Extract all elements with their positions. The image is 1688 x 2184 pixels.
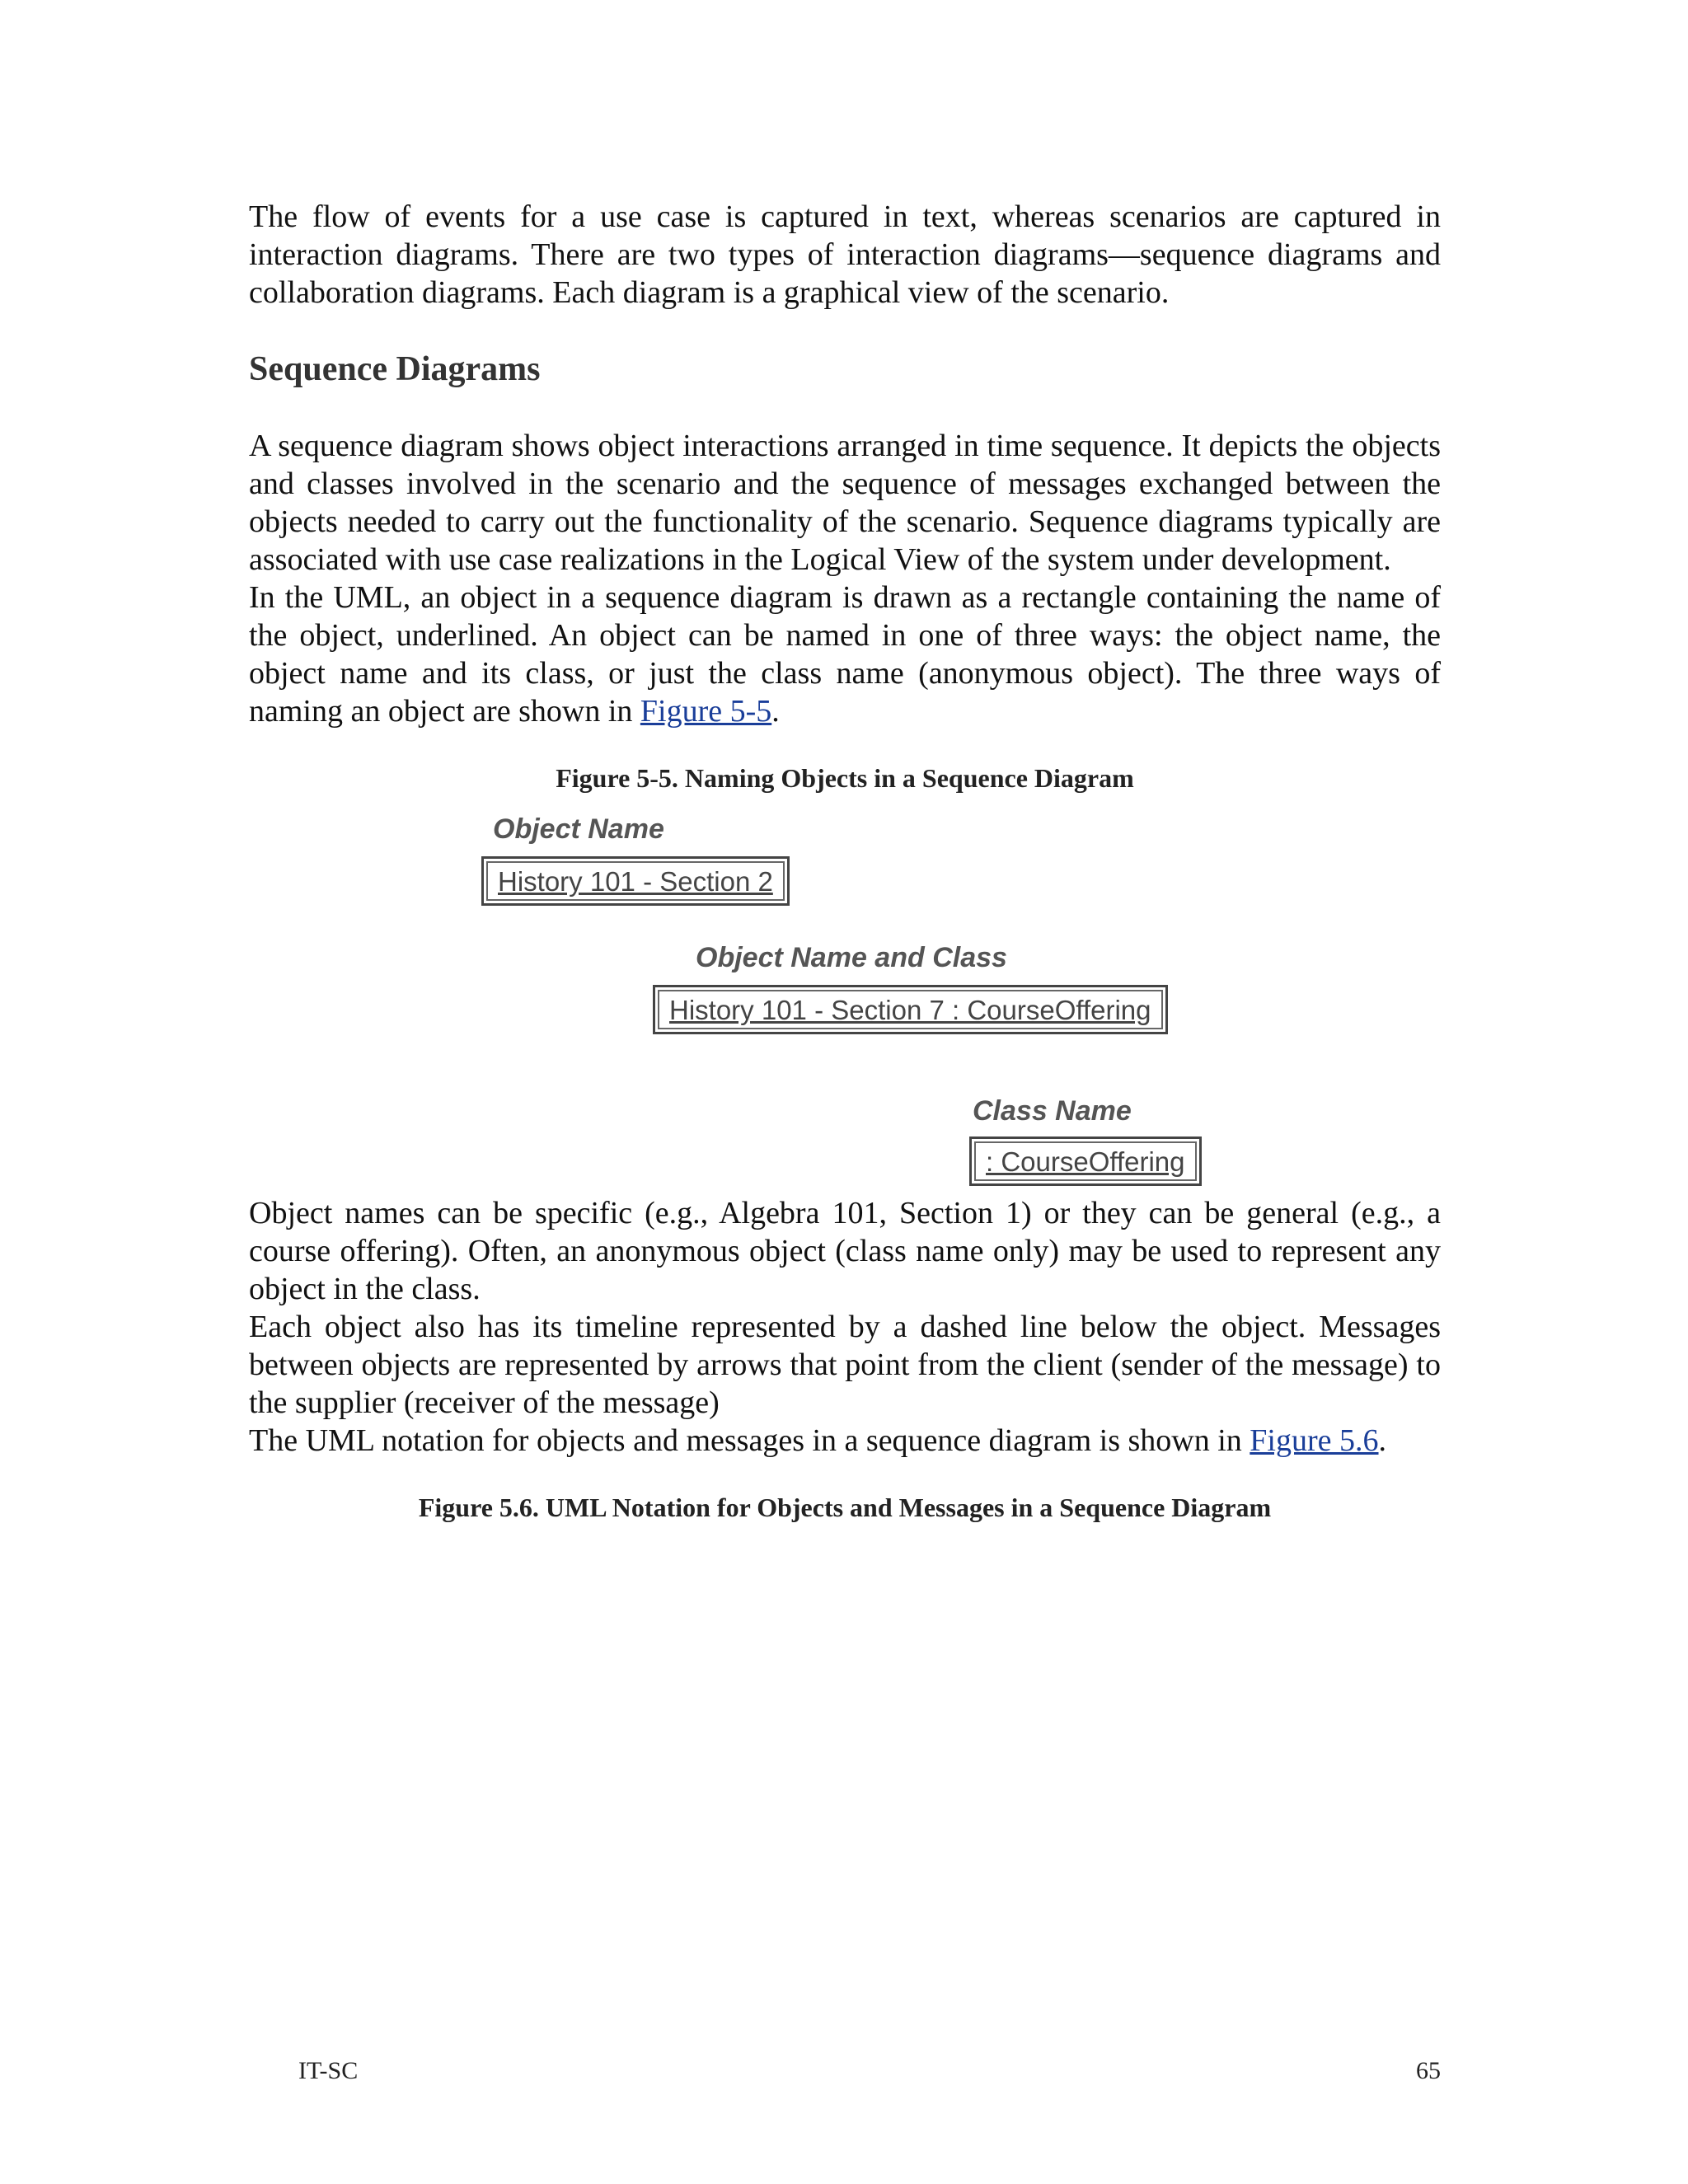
timeline-paragraph: Each object also has its timeline represented by a dashed line below the object. Messages between objects are represented by arrows that point from the client (sender of the message) to the supplier (receiver of the message)	[249, 1310, 1441, 1420]
figure-5-5-diagram	[249, 810, 1441, 1189]
uml-notation-text: The UML notation for objects and messages in a sequence diagram is shown in	[249, 1423, 1250, 1458]
figure-5-5-link[interactable]: Figure 5-5	[640, 694, 772, 729]
page-number: 65	[1416, 2057, 1441, 2084]
class-name-box	[969, 1137, 1202, 1186]
class-name-label: Class Name	[973, 1095, 1132, 1127]
class-name-box-text: : CourseOffering	[974, 1141, 1197, 1181]
object-naming-end: .	[771, 694, 780, 729]
object-name-and-class-box-text: History 101 - Section 7 : CourseOffering	[658, 990, 1163, 1029]
object-name-box	[481, 856, 790, 906]
footer-left: IT-SC	[298, 2057, 359, 2084]
object-naming-text: In the UML, an object in a sequence diagram is drawn as a rectangle containing the name of the object, underlined. An object can be named in one of three ways: the object name, the object name and its class, or just the class name (anonymous object). The three ways of naming an object are shown in	[249, 580, 1441, 729]
figure-5-5-caption: Figure 5-5. Naming Objects in a Sequence Diagram	[556, 763, 1134, 793]
object-naming-paragraph	[249, 579, 1441, 730]
figure-5-6-caption: Figure 5.6. UML Notation for Objects and Messages in a Sequence Diagram	[418, 1493, 1272, 1522]
object-name-and-class-label: Object Name and Class	[696, 942, 1007, 973]
figure-5-6-link[interactable]: Figure 5.6	[1250, 1423, 1379, 1458]
object-names-paragraph: Object names can be specific (e.g., Algebra 101, Section 1) or they can be general (e.g., a course offering). Often, an anonymous object (class name only) may be used to represent any object in the class.	[249, 1196, 1441, 1306]
page-content	[249, 198, 1441, 1523]
sequence-diagram-paragraph: A sequence diagram shows object interactions arranged in time sequence. It depicts the objects and classes involved in the scenario and the sequence of messages exchanged between the objects needed to carry out the functionality of the scenario. Sequence diagrams typically are associated with use case realizations in the Logical View of the system under development.	[249, 429, 1441, 577]
uml-notation-end: .	[1378, 1423, 1387, 1458]
section-heading: Sequence Diagrams	[249, 350, 541, 388]
object-name-label: Object Name	[493, 813, 664, 845]
object-name-box-text: History 101 - Section 2	[486, 861, 785, 901]
intro-paragraph: The flow of events for a use case is captured in text, whereas scenarios are captured in interaction diagrams. There are two types of interaction diagrams—sequence diagrams and collaboration diagrams. Each diagram is a graphical view of the scenario.	[249, 199, 1441, 310]
uml-notation-paragraph	[249, 1422, 1441, 1460]
object-name-and-class-box	[653, 985, 1168, 1034]
